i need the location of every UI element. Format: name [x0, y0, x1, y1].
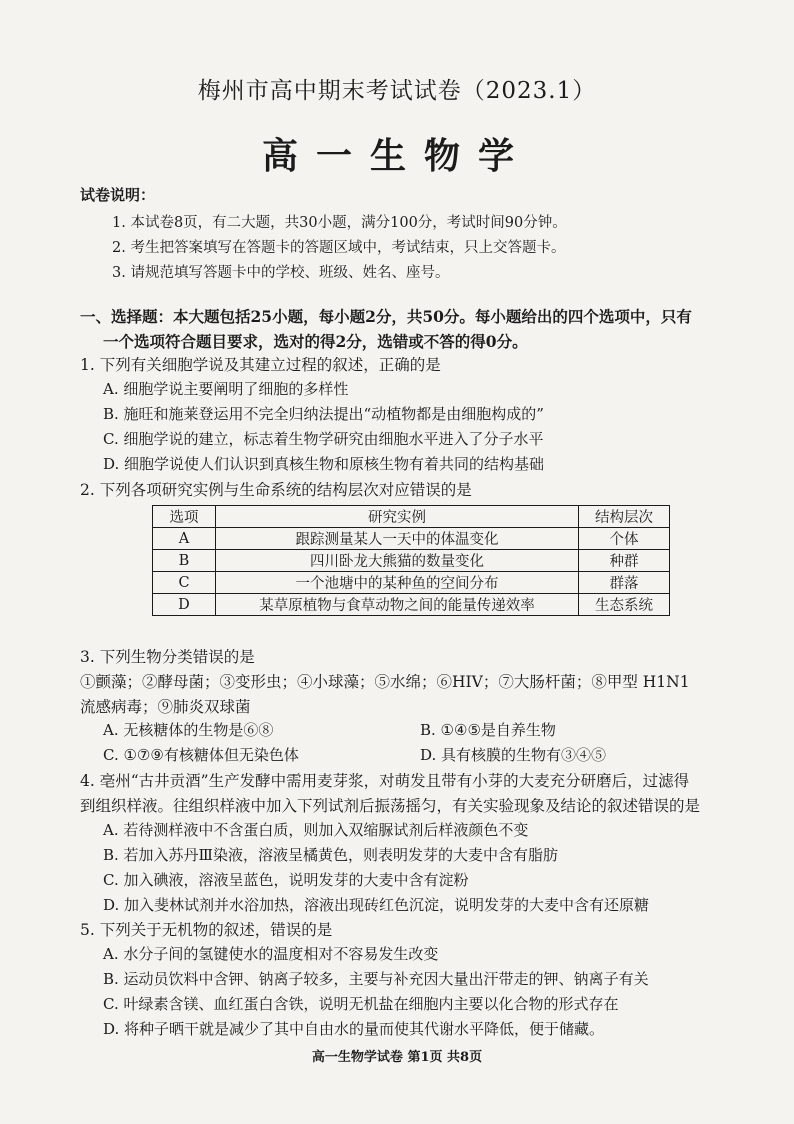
table-cell: 群落: [579, 572, 670, 594]
question-5-option-c: C. 叶绿素含镁、血红蛋白含铁，说明无机盐在细胞内主要以化合物的形式存在: [103, 995, 619, 1013]
exam-title: 梅州市高中期末考试试卷（2023.1）: [197, 78, 597, 104]
table-cell: 一个池塘中的某种鱼的空间分布: [216, 572, 579, 594]
question-5-option-a: A. 水分子间的氢键使水的温度相对不容易发生改变: [103, 945, 439, 963]
table-cell: B: [153, 550, 216, 572]
table-cell: 某草原植物与食草动物之间的能量传递效率: [216, 594, 579, 616]
instruction-item: 3. 请规范填写答题卡中的学校、班级、姓名、座号。: [112, 265, 450, 281]
question-3-option-b: B. ①④⑤是自养生物: [420, 721, 556, 739]
question-4-option-a: A. 若待测样液中不含蛋白质，则加入双缩脲试剂后样液颜色不变: [103, 821, 529, 839]
section-heading: 一、选择题：本大题包括25小题，每小题2分，共50分。每小题给出的四个选项中，只有: [80, 307, 692, 326]
table-row: [153, 550, 670, 572]
question-3-list: ①颤藻；②酵母菌；③变形虫；④小球藻；⑤水绵；⑥HIV；⑦大肠杆菌；⑧甲型 H1N1: [80, 673, 690, 691]
question-4-option-c: C. 加入碘液，溶液呈蓝色，说明发芽的大麦中含有淀粉: [103, 871, 469, 889]
question-1-option-a: A. 细胞学说主要阐明了细胞的多样性: [103, 380, 349, 398]
question-3-list-cont: 流感病毒；⑨肺炎双球菌: [80, 698, 251, 716]
section-heading-cont: 一个选项符合题目要求，选对的得2分，选错或不答的得0分。: [103, 332, 528, 351]
question-4-stem-cont: 到组织样液。往组织样液中加入下列试剂后振荡摇匀，有关实验现象及结论的叙述错误的是: [80, 797, 701, 815]
question-4-option-b: B. 若加入苏丹Ⅲ染液，溶液呈橘黄色，则表明发芽的大麦中含有脂肪: [103, 846, 559, 864]
table-cell: 种群: [579, 550, 670, 572]
question-1-option-d: D. 细胞学说使人们认识到真核生物和原核生物有着共同的结构基础: [103, 455, 545, 473]
table-row: [153, 594, 670, 616]
instructions-heading: 试卷说明：: [80, 186, 156, 204]
page-footer: 高一生物学试卷 第1页 共8页: [311, 1050, 483, 1065]
table-cell: A: [153, 528, 216, 550]
table-header: 研究实例: [216, 506, 579, 528]
question-3-option-a: A. 无核糖体的生物是⑥⑧: [103, 721, 274, 739]
question-5-option-b: B. 运动员饮料中含钾、钠离子较多，主要与补充因大量出汗带走的钾、钠离子有关: [103, 970, 649, 988]
table-cell: 跟踪测量某人一天中的体温变化: [216, 528, 579, 550]
question-3-stem: 3. 下列生物分类错误的是: [80, 648, 255, 666]
table-row: [153, 528, 670, 550]
table-cell: D: [153, 594, 216, 616]
question-4-option-d: D. 加入斐林试剂并水浴加热，溶液出现砖红色沉淀，说明发芽的大麦中含有还原糖: [103, 896, 650, 914]
subject-title: 高一生物学: [261, 135, 532, 177]
question-1-option-b: B. 施旺和施莱登运用不完全归纳法提出“动植物都是由细胞构成的”: [103, 405, 544, 423]
question-3-option-d: D. 具有核膜的生物有③④⑤: [420, 746, 607, 764]
table-cell: C: [153, 572, 216, 594]
question-2-stem: 2. 下列各项研究实例与生命系统的结构层次对应错误的是: [80, 481, 472, 499]
table-cell: 个体: [579, 528, 670, 550]
table-cell: 四川卧龙大熊猫的数量变化: [216, 550, 579, 572]
question-1-stem: 1. 下列有关细胞学说及其建立过程的叙述，正确的是: [80, 356, 441, 374]
instruction-item: 1. 本试卷8页，有二大题，共30小题，满分100分，考试时间90分钟。: [112, 215, 567, 231]
table-header: 结构层次: [579, 506, 670, 528]
question-2-table: [152, 505, 670, 616]
question-5-option-d: D. 将种子晒干就是减少了其中自由水的量而使其代谢水平降低，便于储藏。: [103, 1020, 605, 1038]
question-1-option-c: C. 细胞学说的建立，标志着生物学研究由细胞水平进入了分子水平: [103, 430, 544, 448]
table-header: 选项: [153, 506, 216, 528]
table-row: [153, 572, 670, 594]
question-4-stem: 4. 亳州“古井贡酒”生产发酵中需用麦芽浆，对萌发且带有小芽的大麦充分研磨后，过滤得: [80, 772, 690, 790]
table-cell: 生态系统: [579, 594, 670, 616]
question-3-option-c: C. ①⑦⑨有核糖体但无染色体: [103, 746, 299, 764]
question-5-stem: 5. 下列关于无机物的叙述，错误的是: [80, 921, 333, 939]
instruction-item: 2. 考生把答案填写在答题卡的答题区域中，考试结束，只上交答题卡。: [112, 240, 566, 256]
table-header-row: [153, 506, 670, 528]
